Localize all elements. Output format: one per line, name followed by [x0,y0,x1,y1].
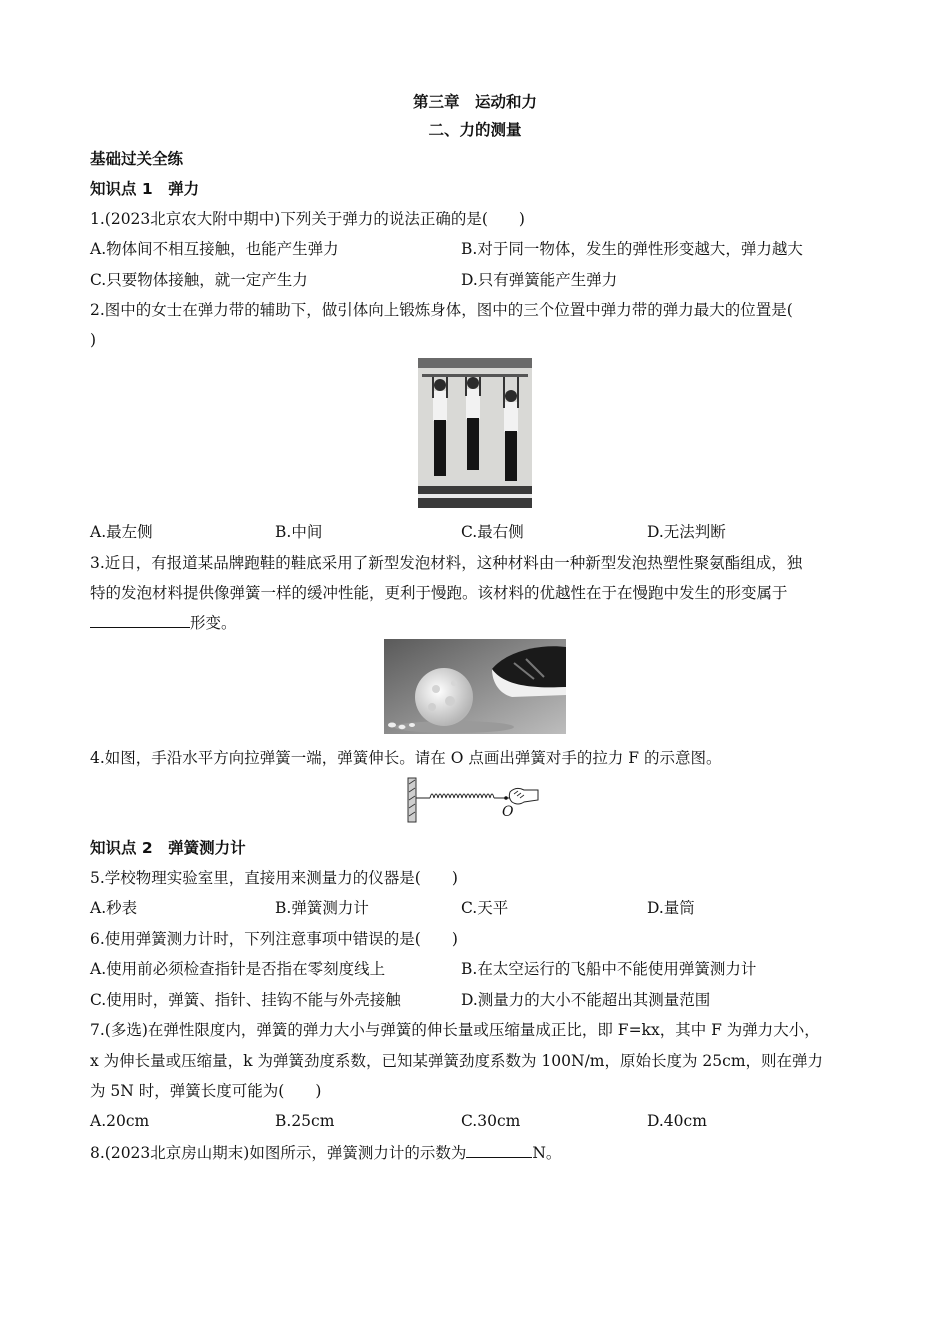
q5-stem: 5.学校物理实验室里，直接用来测量力的仪器是( ) [90,869,458,887]
q7-option-d: D.40cm [647,1112,707,1130]
q1-option-d: D.只有弹簧能产生弹力 [461,271,618,289]
q8-stem-tail: N。 [532,1144,562,1162]
q3-line-3-tail: 形变。 [190,614,237,632]
q7-line-3: 为 5N 时，弹簧长度可能为( ) [90,1082,322,1100]
q5-option-b: B.弹簧测力计 [275,899,369,917]
chapter-title: 第三章 运动和力 [412,93,537,111]
q7-option-c: C.30cm [461,1112,521,1130]
q4-stem: 4.如图，手沿水平方向拉弹簧一端，弹簧伸长。请在 O 点画出弹簧对手的拉力 F 的示意图。 [90,749,722,767]
point-o-label: O [502,804,514,820]
q6-option-b: B.在太空运行的飞船中不能使用弹簧测力计 [461,960,757,978]
q6-option-a: A.使用前必须检查指针是否指在零刻度线上 [90,960,386,978]
q7-option-b: B.25cm [275,1112,335,1130]
pullup-photo [418,358,532,508]
q2-option-a: A.最左侧 [90,523,153,541]
q2-stem-end: ) [90,331,97,349]
q7-line-1: 7.(多选)在弹性限度内，弹簧的弹力大小与弹簧的伸长量或压缩量成正比，即 F=kx，其中 F 为弹力大小， [90,1021,820,1039]
q1-stem: 1.(2023北京农大附中期中)下列关于弹力的说法正确的是( ) [90,210,525,228]
q3-line-3 [90,612,237,633]
foam-shoe-photo [384,639,566,734]
q7-line-2: x 为伸长量或压缩量，k 为弹簧劲度系数，已知某弹簧劲度系数为 100N/m，原始长度为 25cm，则在弹力 [90,1052,824,1070]
q8-stem-head: 8.(2023北京房山期末)如图所示，弹簧测力计的示数为 [90,1144,467,1162]
q8-answer-blank [466,1142,532,1158]
q7-option-a: A.20cm [90,1112,150,1130]
q3-line-1: 3.近日，有报道某品牌跑鞋的鞋底采用了新型发泡材料，这种材料由一种新型发泡热塑性聚氨酯组成，独 [90,554,803,572]
q6-stem: 6.使用弹簧测力计时，下列注意事项中错误的是( ) [90,930,458,948]
q2-stem: 2.图中的女士在弹力带的辅助下，做引体向上锻炼身体，图中的三个位置中弹力带的弹力最大的位置是( [90,301,793,319]
q3-line-2: 特的发泡材料提供像弹簧一样的缓冲性能，更利于慢跑。该材料的优越性在于在慢跑中发生的形变属于 [90,584,788,602]
part-heading: 基础过关全练 [90,150,184,168]
q6-option-d: D.测量力的大小不能超出其测量范围 [461,991,711,1009]
section-title: 二、力的测量 [428,121,522,139]
q1-option-c: C.只要物体接触，就一定产生力 [90,271,308,289]
knowledge-point-1: 知识点 1 弹力 [90,180,200,198]
q5-option-c: C.天平 [461,899,509,917]
q2-option-d: D.无法判断 [647,523,726,541]
q8-stem [90,1142,561,1163]
q5-option-d: D.量筒 [647,899,695,917]
q3-answer-blank [90,612,190,628]
q1-option-a: A.物体间不相互接触，也能产生弹力 [90,240,339,258]
pullup-photo-graphic [418,358,532,508]
q2-option-c: C.最右侧 [461,523,524,541]
knowledge-point-2: 知识点 2 弹簧测力计 [90,839,246,857]
q5-option-a: A.秒表 [90,899,138,917]
spring-hand-graphic [406,776,546,824]
q6-option-c: C.使用时，弹簧、指针、挂钩不能与外壳接触 [90,991,401,1009]
q1-option-b: B.对于同一物体，发生的弹性形变越大，弹力越大 [461,240,803,258]
foam-shoe-graphic [384,639,566,734]
q2-option-b: B.中间 [275,523,323,541]
spring-hand-figure [406,776,546,824]
